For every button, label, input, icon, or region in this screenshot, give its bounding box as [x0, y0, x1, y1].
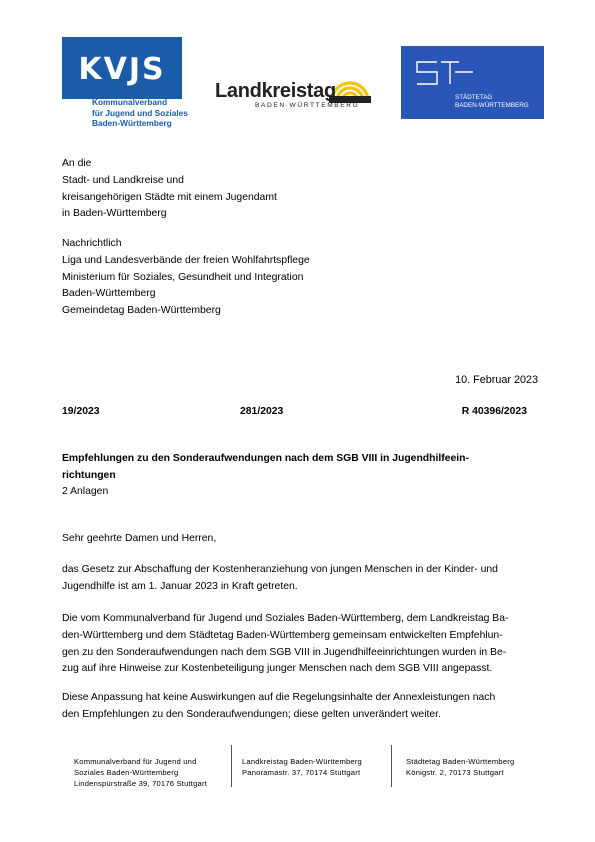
- kvjs-logo-text: [92, 97, 188, 129]
- paragraph-line: Die vom Kommunalverband für Jugend und Soziales Baden-Württemberg, dem Landkreistag Ba-: [62, 613, 509, 624]
- reference-number: 281/2023: [240, 406, 284, 417]
- cc-line: Liga und Landesverbände der freien Wohlfahrtspflege: [62, 254, 310, 266]
- staedtetag-logo-text: [455, 94, 529, 109]
- footer-line: Kommunalverband für Jugend und: [74, 757, 197, 766]
- reference-number: 19/2023: [62, 406, 100, 417]
- paragraph-line: den Empfehlungen zu den Sonderaufwendungen; diese gelten unverändert weiter.: [62, 708, 441, 720]
- footer-line: Panoramastr. 37, 70174 Stuttgart: [242, 768, 361, 777]
- staedtetag-logo-line: STÄDTETAG: [455, 94, 493, 101]
- footer-divider: [231, 745, 232, 787]
- kvjs-logo-line: für Jugend und Soziales: [92, 107, 188, 118]
- footer-line: Städtetag Baden-Württemberg: [406, 757, 515, 766]
- footer-kvjs-address: [74, 756, 207, 789]
- letter-date: 10. Februar 2023: [455, 374, 538, 386]
- body-paragraph: [62, 562, 498, 596]
- cc-line: Ministerium für Soziales, Gesundheit und Integration: [62, 271, 304, 283]
- paragraph-line: Jugendhilfe ist am 1. Januar 2023 in Kraft getreten.: [62, 580, 298, 592]
- paragraph-line: Diese Anpassung hat keine Auswirkungen auf die Regelungsinhalte der Annexleistungen nach: [62, 692, 496, 703]
- paragraph-line: gen zu den Sonderaufwendungen nach dem SGB VIII in Jugendhilfeeinrichtungen wurden in Be-: [62, 646, 507, 658]
- footer-line: Königstr. 2, 70173 Stuttgart: [406, 768, 504, 777]
- cc-line: Gemeindetag Baden-Württemberg: [62, 305, 221, 317]
- paragraph-line: zug auf ihre Hinweise zur Kostenbeteiligung junger Menschen nach dem SGB VIII angepasst.: [62, 663, 493, 675]
- paragraph-line: das Gesetz zur Abschaffung der Kostenheranziehung von jungen Menschen in der Kinder- und: [62, 564, 498, 575]
- address-line: kreisangehörigen Städte mit einem Jugendamt: [62, 191, 277, 203]
- reference-number: R 40396/2023: [461, 406, 527, 417]
- footer-line: Landkreistag Baden-Württemberg: [242, 757, 362, 766]
- address-line: An die: [62, 158, 92, 169]
- cc-recipients: [62, 236, 310, 320]
- footer-divider: [391, 745, 392, 787]
- address-line: Stadt- und Landkreise und: [62, 174, 184, 186]
- landkreistag-logo-subtitle: BADEN·WÜRTTEMBERG: [255, 102, 360, 109]
- cc-line: Nachrichtlich: [62, 238, 122, 249]
- landkreistag-logo-name: Landkreistag: [215, 80, 336, 102]
- staedtetag-mark-icon: [415, 60, 477, 86]
- kvjs-logo-line: Baden-Württemberg: [92, 118, 172, 128]
- letter-subject: [62, 451, 469, 485]
- paragraph-line: den-Württemberg und dem Städtetag Baden-Württemberg gemeinsam entwickelten Empfehlun-: [62, 629, 503, 641]
- kvjs-logo: [62, 37, 182, 99]
- kvjs-logo-line: Kommunalverband: [92, 97, 168, 107]
- body-paragraph: [62, 690, 495, 724]
- body-paragraph: [62, 611, 508, 678]
- staedtetag-logo-line: BADEN-WÜRTTEMBERG: [455, 101, 529, 109]
- subject-line: Empfehlungen zu den Sonderaufwendungen nach dem SGB VIII in Jugendhilfeein-: [62, 453, 469, 464]
- kvjs-logo-letters: KVJS: [78, 52, 166, 87]
- footer-staedtetag-address: [406, 756, 514, 778]
- salutation: Sehr geehrte Damen und Herren,: [62, 533, 217, 544]
- footer-line: Lindenspürstraße 39, 70176 Stuttgart: [74, 779, 208, 788]
- cc-line: Baden-Württemberg: [62, 288, 156, 300]
- attachments-note: 2 Anlagen: [62, 486, 109, 497]
- staedtetag-logo: [401, 46, 544, 119]
- subject-line: richtungen: [62, 469, 116, 481]
- footer-line: Soziales Baden-Württemberg: [74, 768, 179, 777]
- footer-landkreistag-address: [242, 756, 362, 778]
- recipient-address: [62, 156, 277, 223]
- address-line: in Baden-Württemberg: [62, 208, 167, 220]
